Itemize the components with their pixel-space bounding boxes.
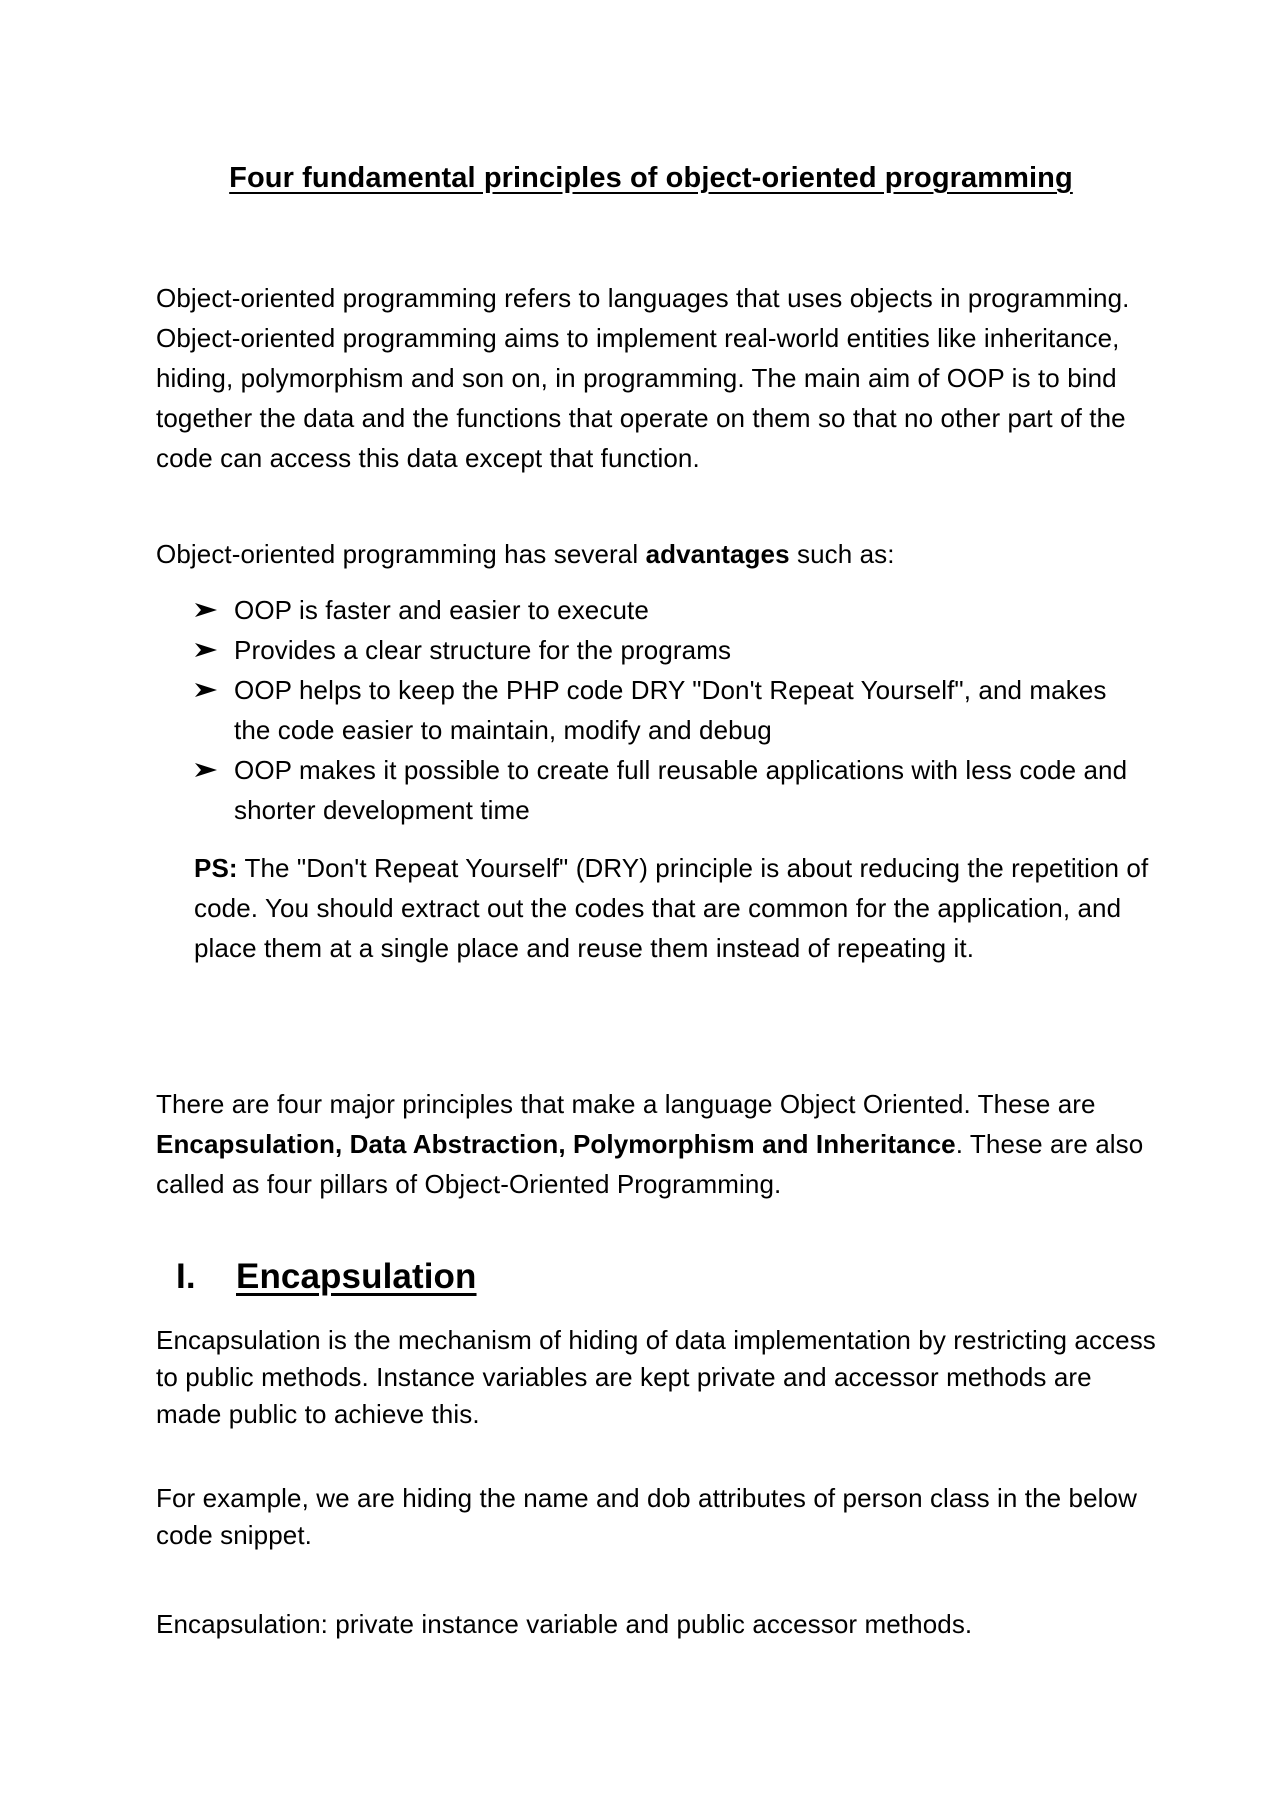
arrow-bullet-icon xyxy=(194,642,218,658)
encapsulation-paragraph-1: Encapsulation is the mechanism of hiding of data implementation by restricting access to public methods. Instance variables are kept private and accessor methods are made public to achieve this. xyxy=(156,1325,1156,1429)
principles-paragraph xyxy=(156,1084,1146,1204)
list-item-text: Provides a clear structure for the programs xyxy=(234,635,732,665)
ps-label: PS: xyxy=(194,853,238,883)
list-item xyxy=(194,630,1144,670)
list-item xyxy=(194,590,1144,630)
encapsulation-paragraph-3: Encapsulation: private instance variable and public accessor methods. xyxy=(156,1609,973,1639)
section-number: I. xyxy=(176,1257,196,1296)
arrow-bullet-icon xyxy=(194,762,218,778)
list-item-text: OOP is faster and easier to execute xyxy=(234,595,649,625)
intro-paragraph: Object-oriented programming refers to languages that uses objects in programming. Object-oriented programming aims to implement real-world entities like inheritance, hiding, polymorphism and son on, in programming. The main aim of OOP is to bind together the data and the functions that operate on them so that no other part of the code can access this data except that function. xyxy=(156,283,1130,473)
advantages-list xyxy=(194,590,1144,830)
list-item-text: OOP helps to keep the PHP code DRY "Don't Repeat Yourself", and makes the code easier to maintain, modify and debug xyxy=(234,675,1107,745)
advantages-lead xyxy=(156,534,1146,574)
principles-before: There are four major principles that make a language Object Oriented. These are xyxy=(156,1089,1096,1119)
list-item xyxy=(194,750,1144,830)
arrow-bullet-icon xyxy=(194,682,218,698)
advantages-lead-after: such as: xyxy=(789,539,895,569)
section-title: Encapsulation xyxy=(236,1257,477,1296)
ps-note xyxy=(194,848,1154,968)
list-item xyxy=(194,670,1144,750)
encapsulation-paragraph-2: For example, we are hiding the name and dob attributes of person class in the below code snippet. xyxy=(156,1483,1137,1550)
advantages-lead-bold: advantages xyxy=(645,539,790,569)
advantages-lead-before: Object-oriented programming has several xyxy=(156,539,646,569)
arrow-bullet-icon xyxy=(194,602,218,618)
section-heading xyxy=(176,1255,477,1299)
page-title: Four fundamental principles of object-oriented programming xyxy=(229,162,1073,194)
principles-after: . These are also called as four pillars of Object-Oriented Programming. xyxy=(156,1129,1144,1199)
list-item-text: OOP makes it possible to create full reusable applications with less code and shorter development time xyxy=(234,755,1128,825)
principles-bold: Encapsulation, Data Abstraction, Polymorphism and Inheritance xyxy=(156,1129,956,1159)
ps-text: The "Don't Repeat Yourself" (DRY) principle is about reducing the repetition of code. You should extract out the codes that are common for the application, and place them at a single place and reuse them instead of repeating it. xyxy=(194,853,1149,963)
